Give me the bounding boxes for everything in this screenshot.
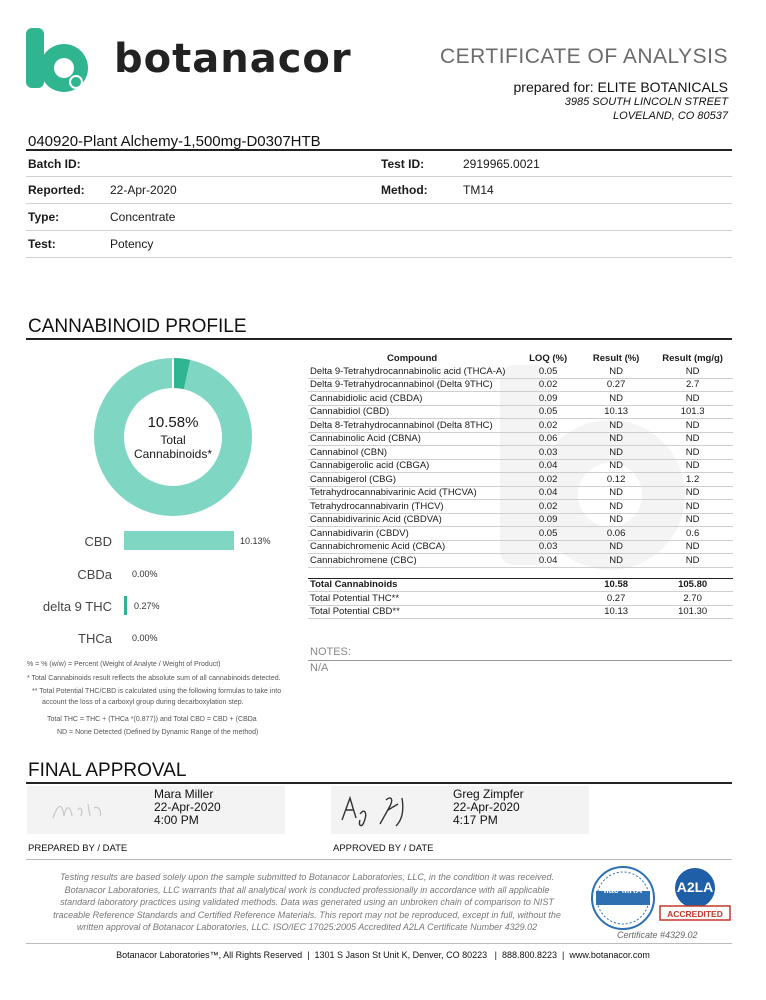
total-name: Total Potential CBD** — [308, 605, 516, 619]
table-total-row — [308, 578, 733, 592]
result-cell: ND — [580, 392, 652, 406]
total-name: Total Potential THC** — [308, 592, 516, 606]
certificate-number: Certificate #4329.02 — [617, 930, 698, 940]
prepared-signature-icon — [50, 798, 120, 823]
result-cell: 0.02 — [516, 378, 580, 392]
table-row — [308, 500, 733, 514]
total-cell: 0.27 — [580, 592, 652, 606]
a2la-text: A2LA — [676, 879, 714, 895]
total-cell — [516, 578, 580, 592]
disclaimer-line-5: written approval of Botanacor Laboratories, LLC. ISO/IEC 17025:2005 Accredited A2LA Certificate Number 4329.02 — [76, 922, 538, 932]
result-cell: ND — [580, 446, 652, 460]
donut-label-total: Total — [160, 433, 186, 447]
result-cell: ND — [652, 554, 733, 568]
total-cell — [516, 592, 580, 606]
footnote-percent: % = % (w/w) = Percent (Weight of Analyte / Weight of Product) — [27, 661, 221, 668]
bar-label: CBDa — [77, 567, 112, 582]
result-cell: ND — [580, 500, 652, 514]
document-title: CERTIFICATE OF ANALYSIS — [439, 45, 728, 68]
table-row — [308, 378, 733, 392]
bar-value: 0.00% — [132, 569, 158, 579]
compound-name: Cannabinol (CBN) — [308, 446, 516, 460]
test-value: Potency — [110, 237, 154, 251]
preparer-name: Mara Miller — [154, 787, 214, 801]
disclaimer-line-3: standard laboratory practices using validated methods. Data was generated using an unbroken chain of comparison to NIST — [60, 897, 554, 907]
approved-signature-icon — [336, 790, 436, 830]
result-cell: ND — [580, 540, 652, 554]
product-name: 040920-Plant Alchemy-1,500mg-D0307HTB — [28, 133, 321, 150]
compound-name: Cannabigerol (CBG) — [308, 473, 516, 487]
notes-value: N/A — [310, 662, 329, 674]
bar — [124, 531, 234, 550]
approver-time: 4:17 PM — [453, 813, 498, 827]
result-cell: 0.04 — [516, 554, 580, 568]
compound-name: Cannabinolic Acid (CBNA) — [308, 432, 516, 446]
result-cell: ND — [652, 500, 733, 514]
compound-name: Cannabidivarin (CBDV) — [308, 527, 516, 541]
result-cell: 0.02 — [516, 473, 580, 487]
compound-name: Cannabichromenic Acid (CBCA) — [308, 540, 516, 554]
result-cell: 0.05 — [516, 365, 580, 378]
table-header-cell: Result (%) — [592, 352, 640, 364]
reported-value: 22-Apr-2020 — [110, 183, 177, 197]
result-cell: 0.03 — [516, 540, 580, 554]
cannabinoid-profile-heading: CANNABINOID PROFILE — [28, 316, 247, 337]
table-row — [308, 446, 733, 460]
compound-name: Delta 9-Tetrahydrocannabinolic acid (THCA-A) — [308, 365, 516, 378]
compound-name: Delta 8-Tetrahydrocannabinol (Delta 8THC) — [308, 419, 516, 433]
address-line-1: 3985 SOUTH LINCOLN STREET — [564, 96, 728, 108]
reported-label: Reported: — [28, 183, 85, 197]
ilac-mra-badge-icon — [590, 865, 656, 931]
result-cell: 0.05 — [516, 405, 580, 419]
result-cell: ND — [580, 459, 652, 473]
result-cell: 0.12 — [580, 473, 652, 487]
result-cell: 0.09 — [516, 392, 580, 406]
compound-name: Cannabidivarinic Acid (CBDVA) — [308, 513, 516, 527]
approver-date: 22-Apr-2020 — [453, 800, 520, 814]
test-id-value: 2919965.0021 — [463, 157, 540, 171]
approver-name: Greg Zimpfer — [453, 787, 524, 801]
result-cell: ND — [652, 459, 733, 473]
result-cell: ND — [652, 540, 733, 554]
disclaimer-line-4: traceable Reference Standards and Certified Reference Materials. This report may not be reproduced, except in full, without the — [53, 909, 561, 920]
method-value: TM14 — [463, 183, 494, 197]
donut-percent: 10.58% — [147, 414, 199, 431]
result-cell: 0.02 — [516, 500, 580, 514]
accredited-text: ACCREDITED — [667, 909, 723, 919]
table-total-row — [308, 592, 733, 606]
result-cell: ND — [652, 513, 733, 527]
table-row — [308, 527, 733, 541]
result-cell: 101.3 — [652, 405, 733, 419]
result-cell: 0.03 — [516, 446, 580, 460]
bar-value: 0.27% — [134, 601, 160, 611]
total-cell: 10.58 — [580, 578, 652, 592]
final-approval-heading: FINAL APPROVAL — [28, 760, 187, 781]
approved-by-label: APPROVED BY / DATE — [333, 843, 434, 854]
compound-name: Cannabidiol (CBD) — [308, 405, 516, 419]
result-cell: ND — [580, 486, 652, 500]
table-row — [308, 486, 733, 500]
result-cell: ND — [580, 554, 652, 568]
table-header-cell: Compound — [387, 352, 438, 364]
total-cell: 101.30 — [652, 605, 733, 619]
prepared-for: prepared for: ELITE BOTANICALS — [513, 79, 728, 95]
bar-value: 0.00% — [132, 633, 158, 643]
compound-name: Cannabichromene (CBC) — [308, 554, 516, 568]
batch-id-label: Batch ID: — [28, 157, 81, 171]
footnote-formula-1: ** Total Potential THC/CBD is calculated using the following formulas to take into — [32, 688, 282, 695]
result-cell: ND — [652, 446, 733, 460]
result-cell: ND — [652, 419, 733, 433]
result-cell: ND — [652, 365, 733, 378]
footnote-nd: ND = None Detected (Defined by Dynamic Range of the method) — [57, 729, 259, 736]
total-cell: 2.70 — [652, 592, 733, 606]
result-cell: 0.05 — [516, 527, 580, 541]
table-header-cell: Result (mg/g) — [662, 352, 723, 364]
donut-slice — [173, 373, 187, 375]
result-cell: 2.7 — [652, 378, 733, 392]
ilac-mra-text: ilac-MRA — [603, 885, 643, 895]
result-cell: 1.2 — [652, 473, 733, 487]
botanacor-logo-icon — [24, 26, 92, 94]
result-cell: ND — [580, 513, 652, 527]
potency-table — [308, 351, 733, 619]
test-label: Test: — [28, 237, 56, 251]
table-row — [308, 392, 733, 406]
table-row — [308, 540, 733, 554]
logo — [24, 26, 92, 94]
table-row — [308, 473, 733, 487]
result-cell: 0.06 — [580, 527, 652, 541]
total-name: Total Cannabinoids — [308, 578, 516, 592]
table-header-row — [308, 351, 733, 365]
preparer-time: 4:00 PM — [154, 813, 199, 827]
total-cell: 105.80 — [652, 578, 733, 592]
table-total-row — [308, 605, 733, 619]
donut-label-cannabinoids: Cannabinoids* — [133, 447, 213, 461]
result-cell: 10.13 — [580, 405, 652, 419]
prepared-by-label: PREPARED BY / DATE — [28, 843, 128, 854]
type-label: Type: — [28, 210, 60, 224]
result-cell: 0.6 — [652, 527, 733, 541]
result-cell: ND — [652, 432, 733, 446]
method-label: Method: — [381, 183, 428, 197]
result-cell: 0.04 — [516, 459, 580, 473]
footnote-formula-2: account the loss of a carboxyl group during decarboxylation step. — [42, 699, 244, 706]
table-row — [308, 554, 733, 568]
total-cell: 10.13 — [580, 605, 652, 619]
result-cell: 0.02 — [516, 419, 580, 433]
compound-name: Cannabigerolic acid (CBGA) — [308, 459, 516, 473]
footer: Botanacor Laboratories™, All Rights Reserved | 1301 S Jason St Unit K, Denver, CO 80223 | 888.800.8223 | www.botanacor.com — [116, 950, 650, 960]
disclaimer — [22, 871, 592, 934]
result-cell: 0.09 — [516, 513, 580, 527]
bar-value: 10.13% — [240, 536, 271, 546]
test-id-label: Test ID: — [381, 157, 425, 171]
footnote-formula-3: Total THC = THC + (THCa *(0.877)) and Total CBD = CBD + (CBDa — [47, 716, 257, 723]
disclaimer-line-1: Testing results are based solely upon the sample submitted to Botanacor Laboratories, LLC, in the condition it was received. — [60, 872, 554, 882]
notes-heading: NOTES: — [310, 646, 351, 658]
total-cell — [516, 605, 580, 619]
result-cell: 0.04 — [516, 486, 580, 500]
result-cell: 0.27 — [580, 378, 652, 392]
result-cell: ND — [580, 419, 652, 433]
compound-name: Tetrahydrocannabivarinic Acid (THCVA) — [308, 486, 516, 500]
table-row — [308, 419, 733, 433]
address-line-2: LOVELAND, CO 80537 — [613, 110, 728, 122]
table-row — [308, 459, 733, 473]
result-cell: ND — [580, 365, 652, 378]
table-spacer — [308, 567, 733, 578]
result-cell: ND — [580, 432, 652, 446]
type-value: Concentrate — [110, 210, 176, 224]
result-cell: ND — [652, 392, 733, 406]
compound-name: Cannabidiolic acid (CBDA) — [308, 392, 516, 406]
table-row — [308, 513, 733, 527]
table-row — [308, 405, 733, 419]
bar-label: delta 9 THC — [42, 599, 112, 614]
table-row — [308, 432, 733, 446]
preparer-date: 22-Apr-2020 — [154, 800, 221, 814]
compound-name: Tetrahydrocannabivarin (THCV) — [308, 500, 516, 514]
bar-label: THCa — [78, 631, 112, 646]
table-header-cell: LOQ (%) — [529, 352, 568, 364]
result-cell: ND — [652, 486, 733, 500]
result-cell: 0.06 — [516, 432, 580, 446]
disclaimer-line-2: Botanacor Laboratories, LLC warrants that all analytical work is conducted professionally in accordance with all applicable — [64, 884, 550, 895]
bar-label: CBD — [84, 534, 112, 549]
footnote-total: * Total Cannabinoids result reflects the absolute sum of all cannabinoids detected. — [27, 675, 281, 682]
logo-text: botanacor — [114, 36, 352, 82]
table-row — [308, 365, 733, 378]
bar — [124, 596, 127, 615]
compound-name: Delta 9-Tetrahydrocannabinol (Delta 9THC) — [308, 378, 516, 392]
